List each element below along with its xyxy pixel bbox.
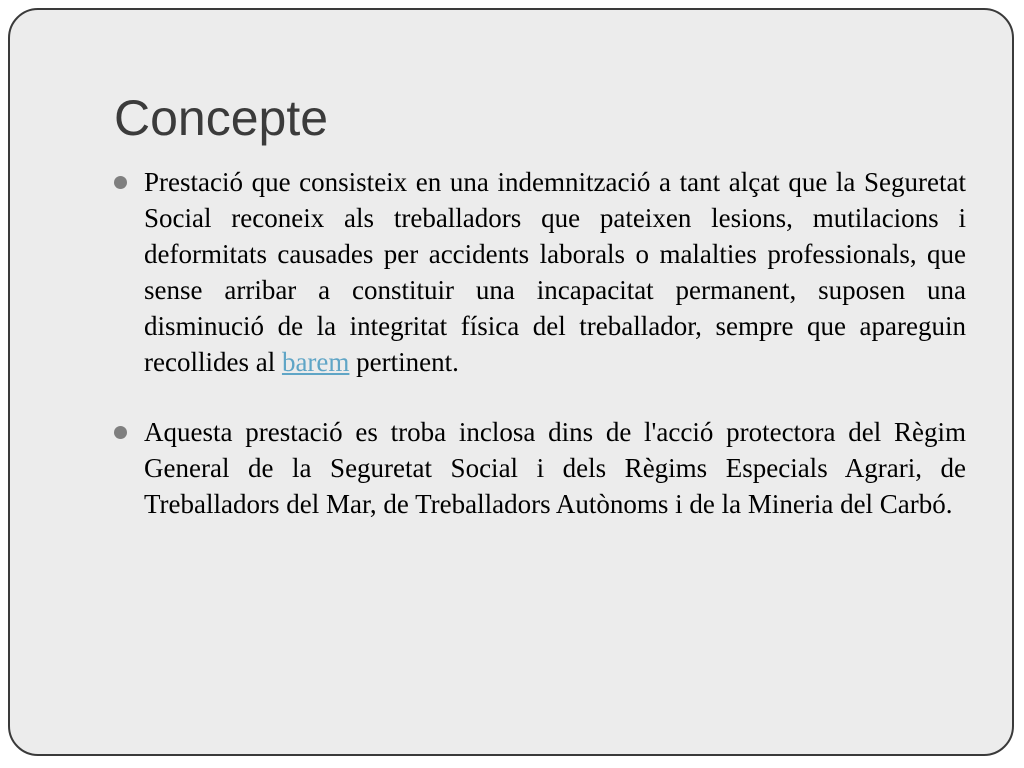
bullet-icon [114, 176, 127, 189]
bullet-text-before-link: Prestació que consisteix en una indemnització a tant alçat que la Seguretat Social reconeix als treballadors que pateixen lesions, mutilacions i deformitats causades per accidents laborals o malalties professionals, que sense arribar a constituir una incapacitat permanent, suposen una disminució de la integritat física del treballador, sempre que apareguin recollides al [144, 167, 966, 377]
bullet-item-scope [114, 414, 966, 522]
bullet-text: Aquesta prestació es troba inclosa dins de l'acció protectora del Règim General de la Seguretat Social i dels Règims Especials Agrari, de Treballadors del Mar, de Treballadors Autònoms i de la Mineria del Carbó. [144, 417, 966, 519]
barem-link[interactable]: barem [281, 347, 350, 377]
bullet-item-definition [114, 164, 966, 380]
bullet-text-after-link: pertinent. [349, 347, 459, 377]
slide-content [114, 164, 966, 556]
bullet-icon [114, 426, 127, 439]
slide-title: Concepte [114, 90, 329, 146]
